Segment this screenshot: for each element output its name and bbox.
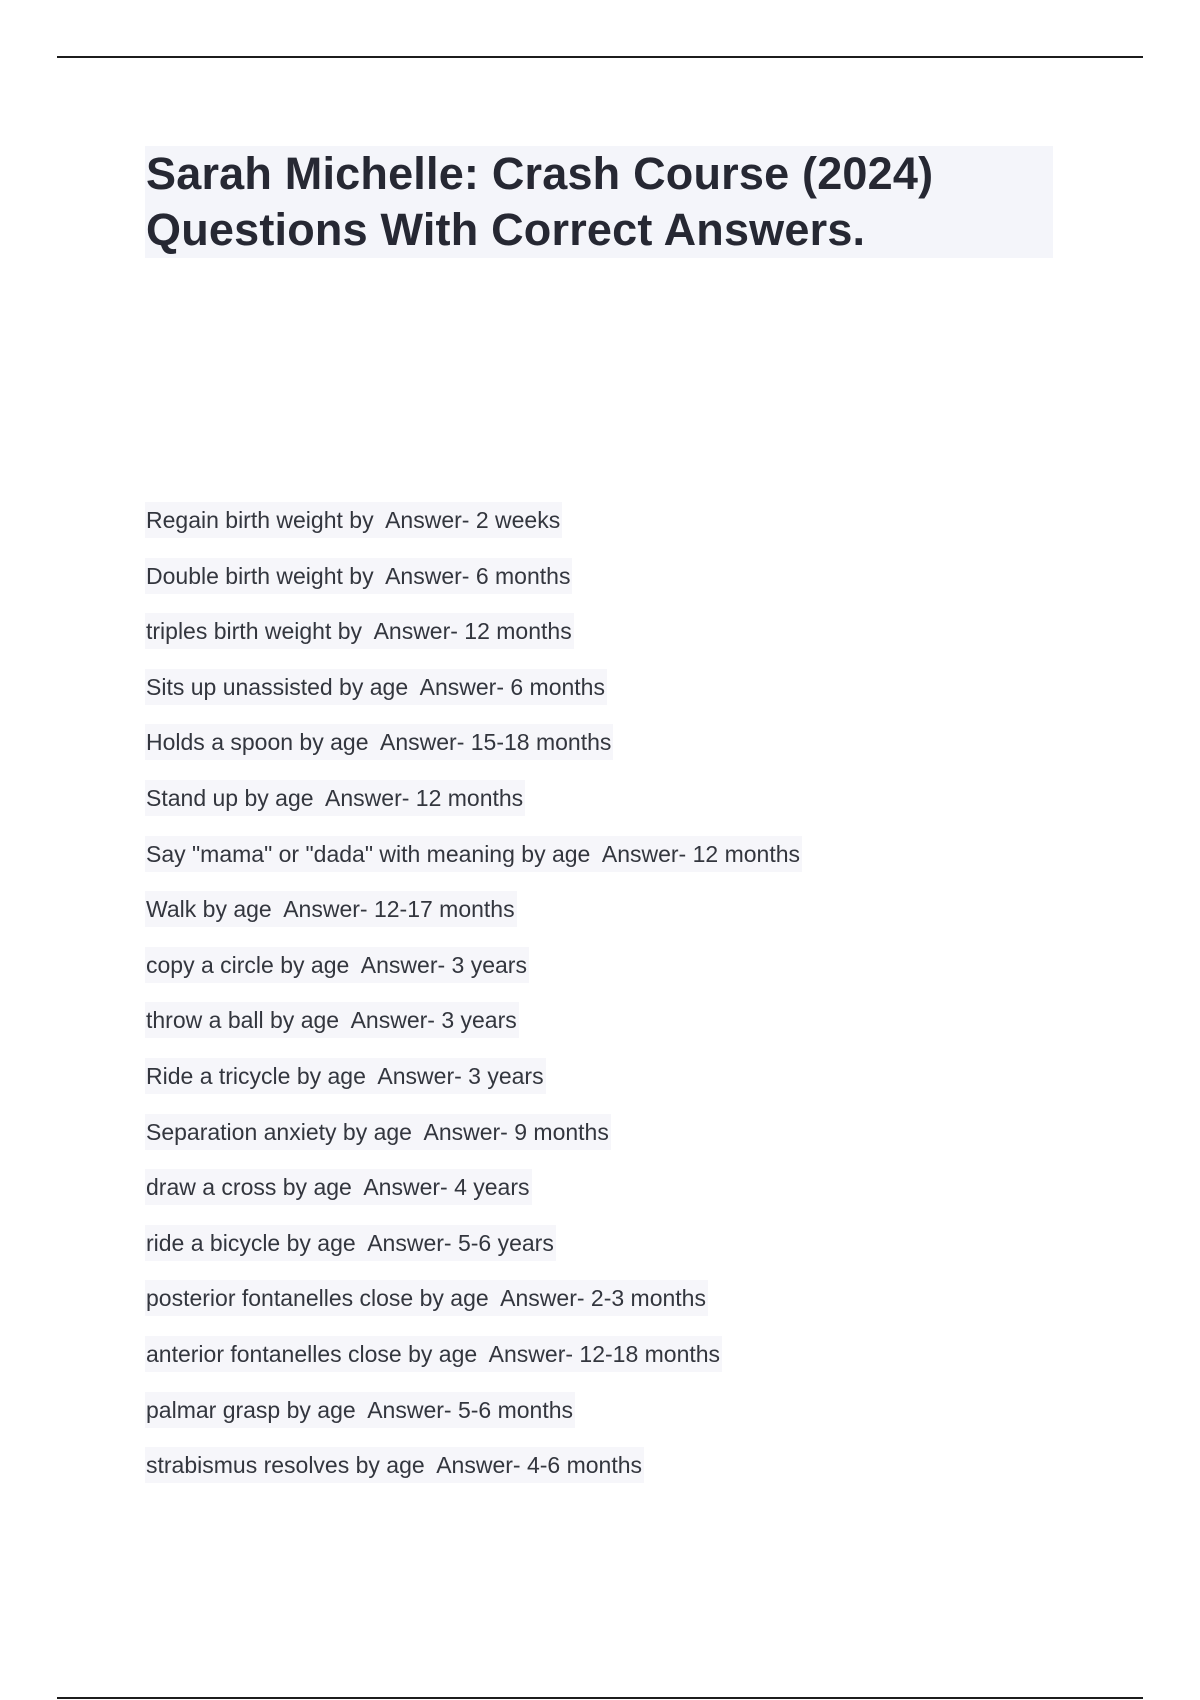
footer-rule <box>57 1697 1143 1699</box>
qa-line <box>145 669 607 705</box>
qa-line <box>145 558 572 594</box>
qa-item <box>145 947 802 1003</box>
qa-item <box>145 669 802 725</box>
qa-line <box>145 1114 611 1150</box>
qa-line <box>145 780 525 816</box>
qa-item <box>145 1280 802 1336</box>
qa-question: palmar grasp by age <box>146 1396 356 1423</box>
qa-item <box>145 724 802 780</box>
qa-line <box>145 1169 532 1205</box>
qa-item <box>145 836 802 892</box>
qa-question: Double birth weight by <box>146 562 374 589</box>
qa-answer: Answer- 2 weeks <box>385 507 561 533</box>
qa-line <box>145 1447 644 1483</box>
qa-question: Separation anxiety by age <box>146 1118 412 1145</box>
qa-question: Walk by age <box>146 896 272 923</box>
qa-line <box>145 836 802 872</box>
qa-line <box>145 1280 708 1316</box>
qa-answer: Answer- 12-17 months <box>283 896 515 923</box>
qa-line <box>145 724 613 760</box>
document-title <box>145 146 1053 258</box>
title-line-1: Sarah Michelle: Crash Course (2024) <box>146 148 934 199</box>
qa-list <box>145 502 802 1503</box>
qa-answer: Answer- 2-3 months <box>500 1285 706 1312</box>
qa-answer: Answer- 4 years <box>363 1174 530 1201</box>
qa-answer: Answer- 3 years <box>360 951 527 978</box>
qa-answer: Answer- 3 years <box>350 1007 517 1034</box>
qa-question: Say "mama" or "dada" with meaning by age <box>146 840 591 867</box>
qa-answer: Answer- 5-6 months <box>367 1396 574 1423</box>
qa-question: Holds a spoon by age <box>146 729 369 756</box>
qa-item <box>145 558 802 614</box>
qa-question: Regain birth weight by <box>146 507 374 533</box>
title-line-2: Questions With Correct Answers. <box>146 204 866 255</box>
qa-question: triples birth weight by <box>146 618 363 645</box>
qa-answer: Answer- 12-18 months <box>488 1340 721 1367</box>
qa-item <box>145 1447 802 1503</box>
qa-line <box>145 891 517 927</box>
qa-question: strabismus resolves by age <box>146 1452 425 1479</box>
qa-answer: Answer- 12 months <box>601 840 800 867</box>
qa-item <box>145 1392 802 1448</box>
qa-item <box>145 1336 802 1392</box>
qa-answer: Answer- 3 years <box>377 1062 544 1089</box>
qa-item <box>145 780 802 836</box>
qa-line <box>145 947 529 983</box>
qa-answer: Answer- 12 months <box>373 618 572 645</box>
title-block <box>145 146 1053 258</box>
qa-answer: Answer- 6 months <box>419 673 605 700</box>
qa-answer: Answer- 12 months <box>325 784 524 811</box>
qa-question: anterior fontanelles close by age <box>146 1340 478 1367</box>
qa-item <box>145 502 802 558</box>
qa-answer: Answer- 4-6 months <box>436 1452 643 1479</box>
qa-question: posterior fontanelles close by age <box>146 1285 489 1312</box>
qa-answer: Answer- 9 months <box>423 1118 609 1145</box>
qa-question: Sits up unassisted by age <box>146 673 409 700</box>
qa-item <box>145 613 802 669</box>
qa-line <box>145 1392 575 1428</box>
qa-question: copy a circle by age <box>146 951 350 978</box>
qa-item <box>145 891 802 947</box>
qa-question: draw a cross by age <box>146 1174 352 1201</box>
qa-question: Ride a tricycle by age <box>146 1062 366 1089</box>
qa-question: ride a bicycle by age <box>146 1229 356 1256</box>
header-rule <box>57 56 1143 58</box>
qa-line <box>145 502 562 538</box>
qa-answer: Answer- 5-6 years <box>367 1229 554 1256</box>
qa-item <box>145 1114 802 1170</box>
qa-question: Stand up by age <box>146 784 314 811</box>
qa-line <box>145 1058 546 1094</box>
qa-answer: Answer- 6 months <box>385 562 571 589</box>
qa-item <box>145 1058 802 1114</box>
qa-answer: Answer- 15-18 months <box>380 729 612 756</box>
qa-line <box>145 1225 556 1261</box>
qa-item <box>145 1225 802 1281</box>
qa-item <box>145 1169 802 1225</box>
qa-line <box>145 1336 722 1372</box>
qa-question: throw a ball by age <box>146 1007 340 1034</box>
qa-item <box>145 1002 802 1058</box>
qa-line <box>145 613 574 649</box>
qa-line <box>145 1002 519 1038</box>
